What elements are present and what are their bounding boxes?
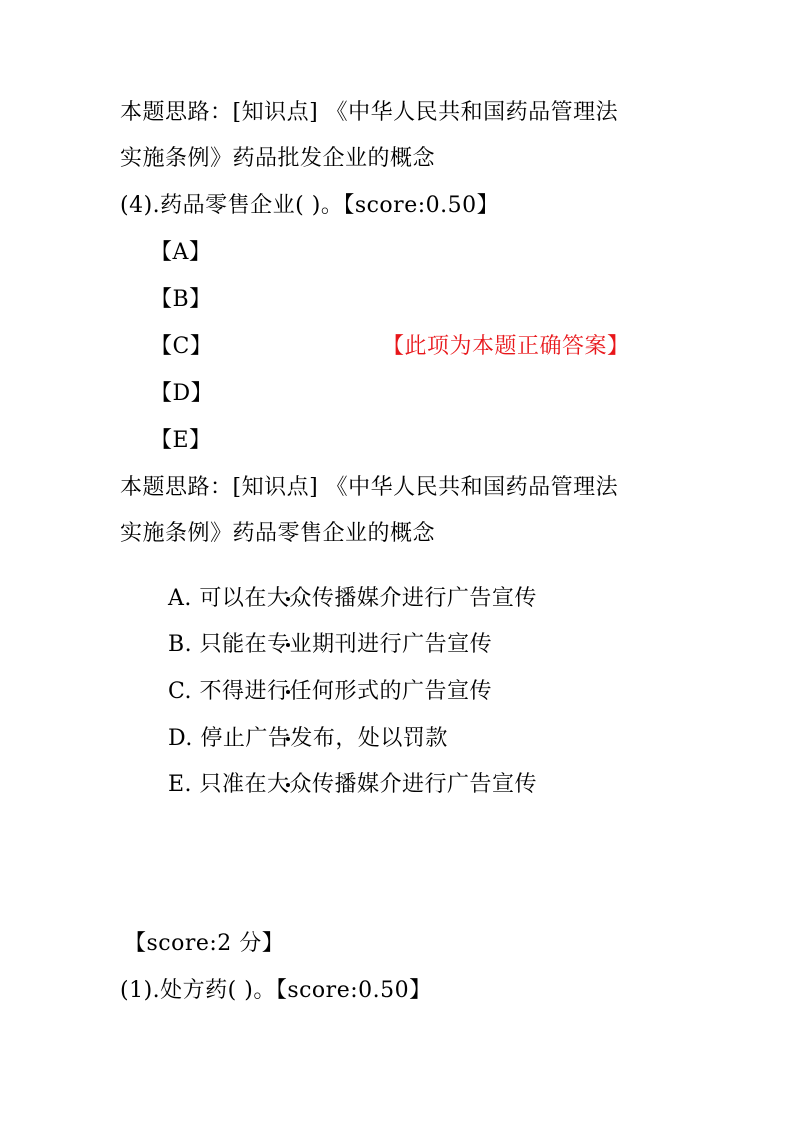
choice-text: B. 只能在专业期刊进行广告宣传 [168,632,493,657]
option-a[interactable] [150,238,211,268]
option-d[interactable] [150,379,213,409]
explanation-line-2: 实施条例》药品批发企业的概念 [120,146,436,171]
correct-answer-mark: 【此项为本题正确答案】 [382,334,630,359]
explanation-line-1: 本题思路：[知识点] 《中华人民共和国药品管理法 [120,475,619,500]
choice-text: A. 可以在大众传播媒介进行广告宣传 [168,586,537,611]
explanation-line-1: 本题思路：[知识点] 《中华人民共和国药品管理法 [120,100,619,125]
option-e[interactable] [150,426,212,456]
option-label: 【B】 [150,287,212,312]
option-b[interactable] [150,285,212,315]
explanation-line-2: 实施条例》药品零售企业的概念 [120,521,436,546]
question-stem: (4).药品零售企业( )。【score:0.50】 [120,193,500,218]
choice-text: D. 停止广告发布，处以罚款 [168,726,448,751]
choice-text: E. 只准在大众传播媒介进行广告宣传 [168,772,538,797]
choice-text: C. 不得进行任何形式的广告宣传 [168,679,493,704]
option-c[interactable] [150,332,630,362]
option-label: 【E】 [150,428,212,453]
option-label: 【C】 [150,334,213,359]
question-1-stem: (1).处方药( )。【score:0.50】 [120,978,432,1003]
section-score: 【score:2 分】 [124,931,285,956]
option-label: 【D】 [150,381,214,406]
option-label: 【A】 [150,240,212,265]
